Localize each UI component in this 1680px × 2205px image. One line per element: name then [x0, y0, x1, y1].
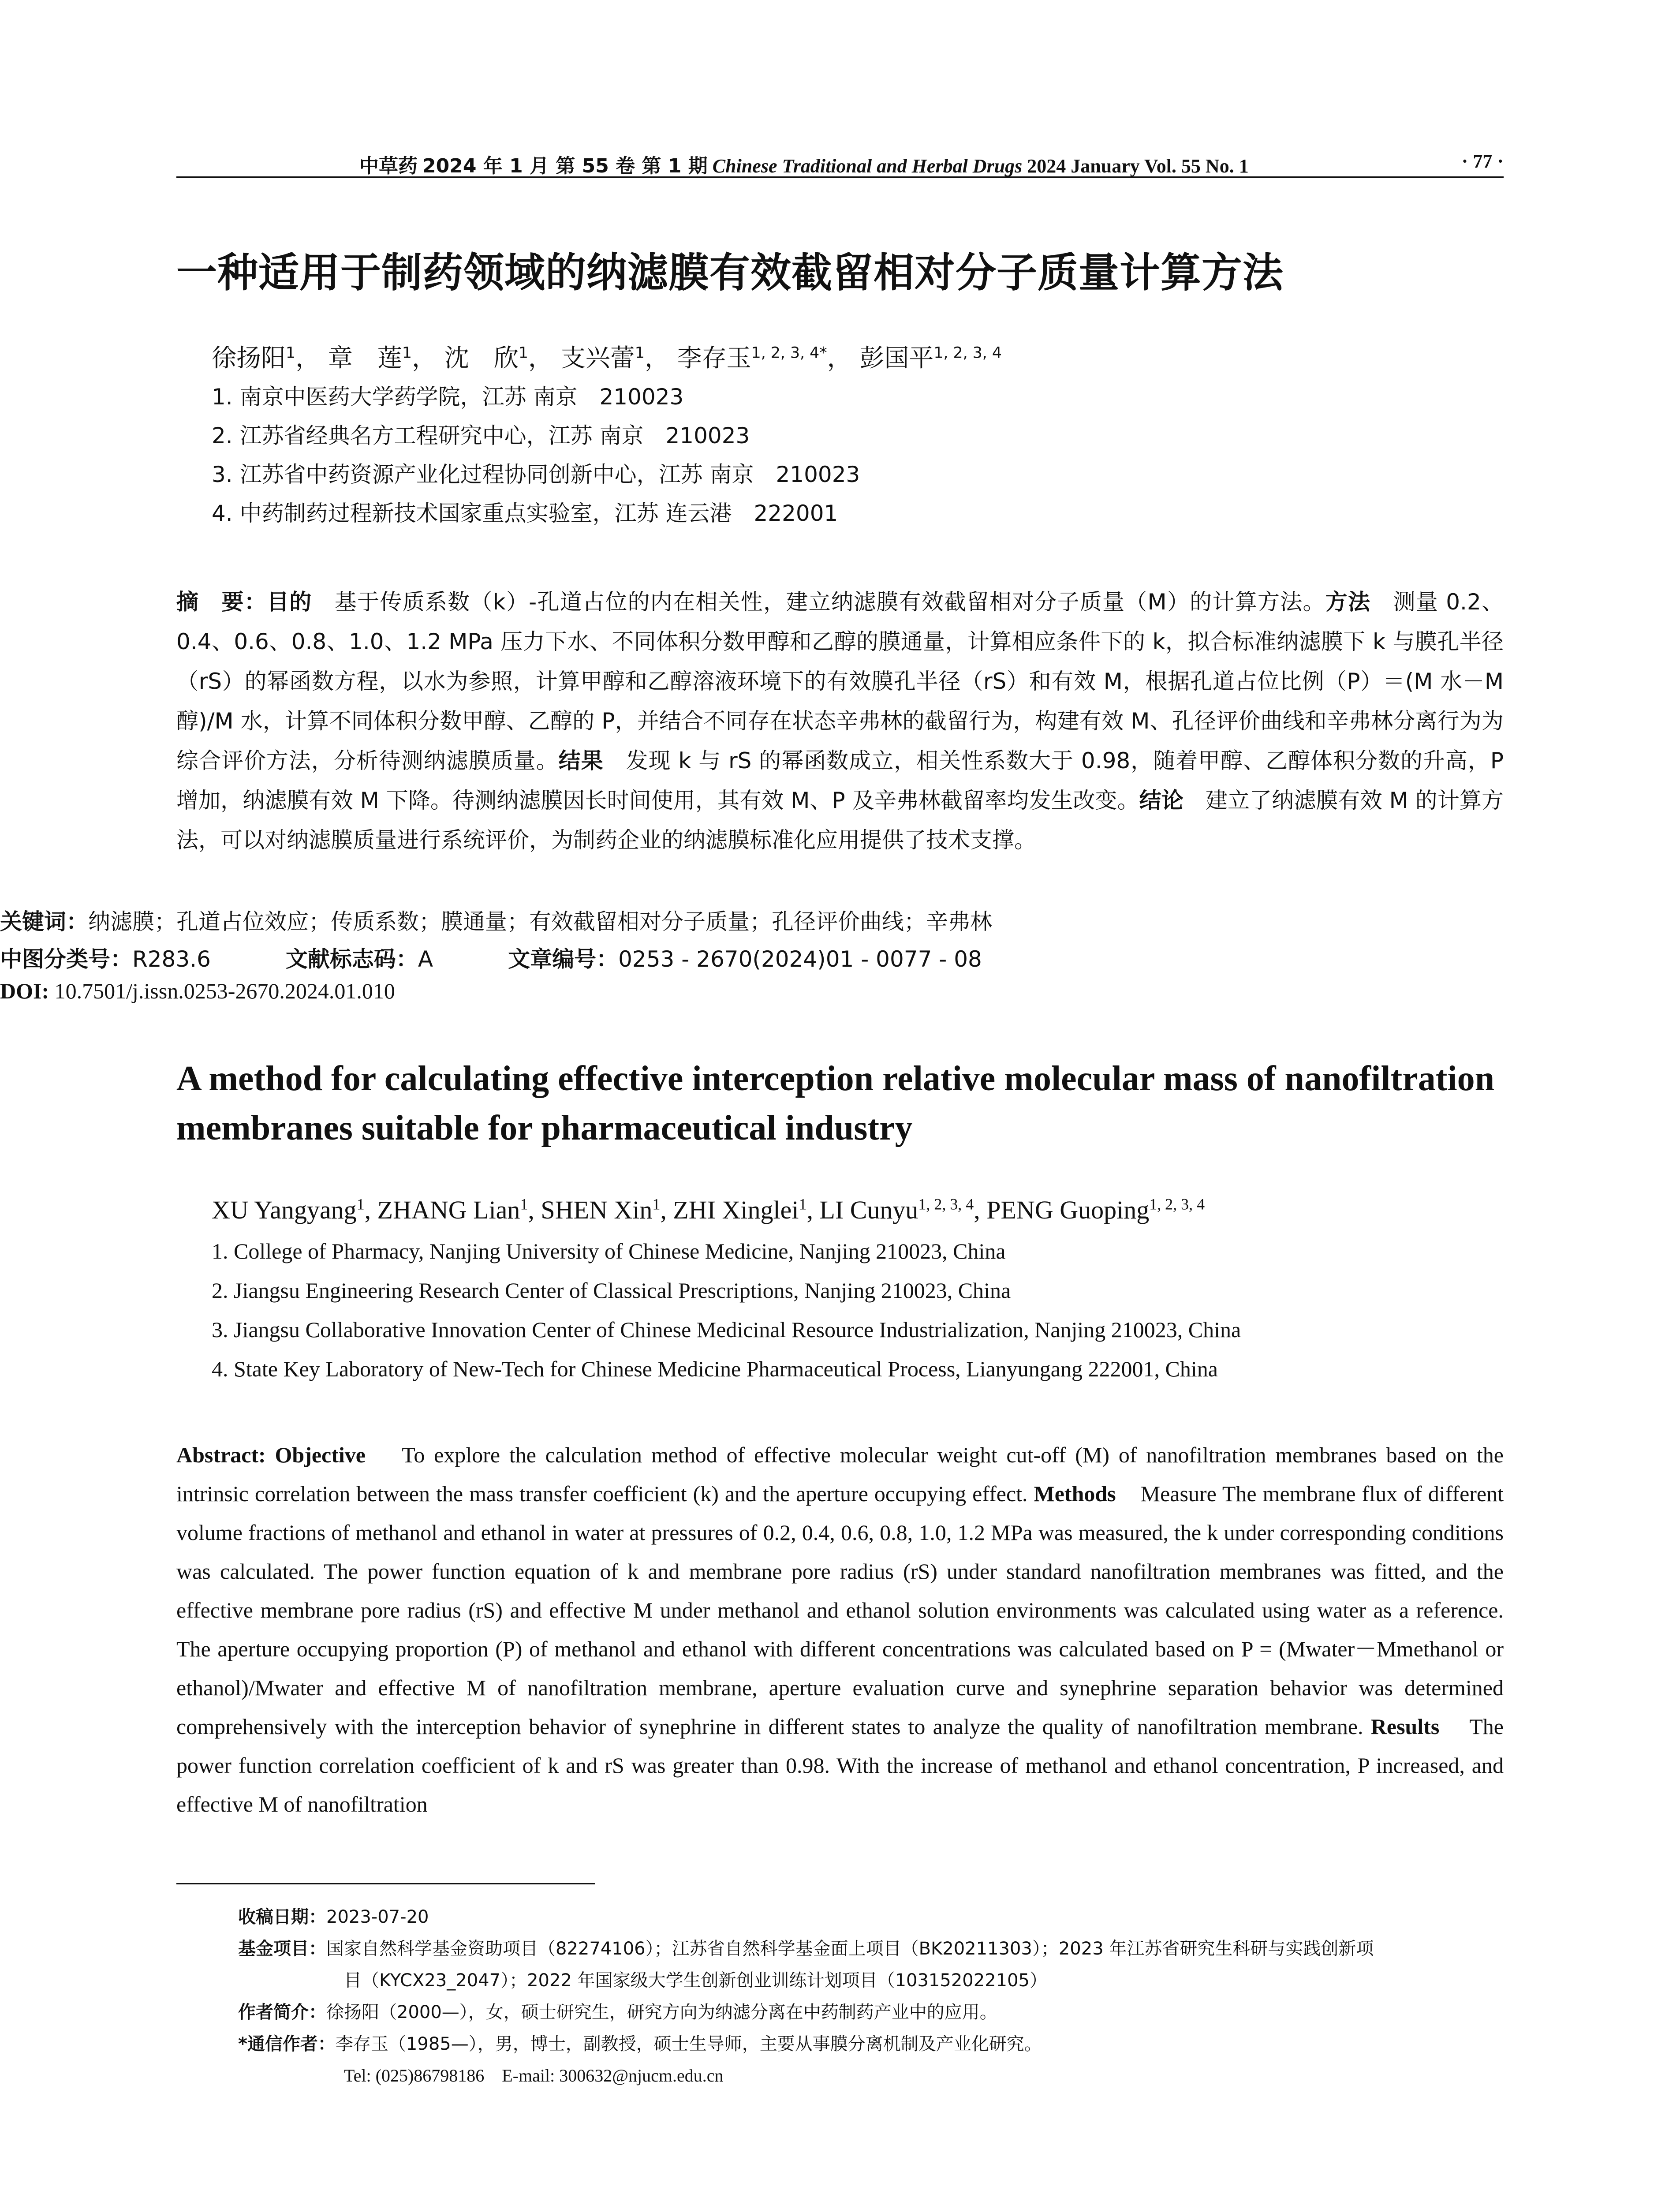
cn-methods: 测量 0.2、0.4、0.6、0.8、1.0、1.2 MPa 压力下水、不同体积分数甲醇和乙醇的膜通量，计算相应条件下的 k，拟合标准纳滤膜下 k 与膜孔半径（rS）的幂函数方程，以水为参照，计算甲醇和乙醇溶液环境下的有效膜孔半径（rS）和有效 M，根据孔道占位比例（P）＝(M 水－M 醇)/M 水，计算不同体积分数甲醇、乙醇的 P，并结合不同存在状态辛弗林的截留行为，构建有效 M、孔径评价曲线和辛弗林分离行为为综合评价方法，分析待测纳滤膜质量。	[176, 589, 1504, 774]
cn-keywords-label: 关键词：	[0, 909, 88, 934]
en-affiliation: 3. Jiangsu Collaborative Innovation Center of Chinese Medicinal Resource Industrialization, Nanjing 210023, China	[212, 1317, 1241, 1342]
en-author: ZHANG Lian$^1$	[377, 1195, 528, 1224]
doc-code-label: 文献标志码：	[285, 946, 418, 972]
cn-objective: 基于传质系数（k）-孔道占位的内在相关性，建立纳滤膜有效截留相对分子质量（M）的计算方法。	[334, 589, 1325, 615]
cn-author: 沈 欣$^1$	[444, 344, 528, 373]
en-author: XU Yangyang$^1$	[212, 1195, 365, 1224]
cn-author: 李存玉$^{1, 2, 3, 4*}$	[677, 344, 827, 373]
footnote-fund: 基金项目：国家自然科学基金资助项目（82274106）；江苏省自然科学基金面上项目（BK20211303）；2023 年江苏省研究生科研与实践创新项	[238, 1939, 1374, 1959]
cn-classification	[0, 942, 982, 973]
cn-methods-label: 方法	[1325, 589, 1371, 615]
en-author: PENG Guoping$^{1, 2, 3, 4}$	[986, 1195, 1205, 1224]
cn-affiliation: 3. 江苏省中药资源产业化过程协同创新中心，江苏 南京 210023	[212, 462, 860, 487]
article-no-value: 0253 - 2670(2024)01 - 0077 - 08	[618, 946, 982, 972]
article-no-label: 文章编号：	[508, 946, 619, 972]
cn-authors: 徐扬阳$^1$， 章 莲$^1$， 沈 欣$^1$， 支兴蕾$^1$， 李存玉$^{1, 2, 3, 4*}$， 彭国平$^{1, 2, 3, 4}$	[212, 344, 1002, 373]
cn-author: 徐扬阳$^1$	[212, 344, 296, 373]
journal-name-en: Chinese Traditional and Herbal Drugs	[712, 155, 1023, 177]
en-methods-label: Methods	[1034, 1481, 1116, 1506]
doi-label: DOI:	[0, 979, 49, 1003]
en-affiliation: 4. State Key Laboratory of New-Tech for Chinese Medicine Pharmaceutical Process, Lianyungang 222001, China	[212, 1357, 1218, 1381]
cn-results-label: 结果	[558, 748, 604, 774]
cn-keywords-text: 纳滤膜；孔道占位效应；传质系数；膜通量；有效截留相对分子质量；孔径评价曲线；辛弗林	[88, 909, 992, 934]
en-abstract	[176, 1435, 1504, 1824]
en-affiliation: 2. Jiangsu Engineering Research Center of Classical Prescriptions, Nanjing 210023, China	[212, 1278, 1011, 1303]
cn-author: 彭国平$^{1, 2, 3, 4}$	[859, 344, 1002, 373]
cn-affiliation: 2. 江苏省经典名方工程研究中心，江苏 南京 210023	[212, 423, 750, 448]
footnote-received: 收稿日期：2023-07-20	[238, 1907, 429, 1927]
running-header	[176, 146, 1504, 176]
en-author: LI Cunyu$^{1, 2, 3, 4}$	[819, 1195, 974, 1224]
cn-affiliation: 4. 中药制药过程新技术国家重点实验室，江苏 连云港 222001	[212, 501, 838, 526]
en-results-label: Results	[1370, 1714, 1440, 1739]
en-objective-label: Objective	[275, 1443, 366, 1467]
en-title: A method for calculating effective interception relative molecular mass of nanofiltration membranes suitable for pharmaceutical industry	[176, 1059, 1495, 1147]
cn-title: 一种适用于制药领域的纳滤膜有效截留相对分子质量计算方法	[176, 249, 1284, 296]
issue-en: 2024 January Vol. 55 No. 1	[1027, 155, 1249, 177]
en-results: The power function correlation coefficient of k and rS was greater than 0.98. With the increase of methanol and ethanol concentration, P increased, and effective M of nanofiltration	[176, 1714, 1504, 1816]
footnote-fund-cont: 目（KYCX23_2047）；2022 年国家级大学生创新创业训练计划项目（103152022105）	[344, 1970, 1047, 1991]
doi-value[interactable]: 10.7501/j.issn.0253-2670.2024.01.010	[54, 979, 395, 1003]
footnote-author: 作者简介：徐扬阳（2000—），女，硕士研究生，研究方向为纳滤分离在中药制药产业中的应用。	[238, 2002, 997, 2022]
cn-results: 发现 k 与 rS 的幂函数成立，相关性系数大于 0.98，随着甲醇、乙醇体积分数的升高，P 增加，纳滤膜有效 M 下降。待测纳滤膜因长时间使用，其有效 M、P 及辛弗林截留率均发生改变。	[176, 748, 1504, 813]
cn-abstract-label: 摘 要：	[176, 589, 267, 615]
clc-value: R283.6	[132, 946, 211, 972]
footnote-rule	[176, 1883, 595, 1884]
cn-abstract	[176, 582, 1504, 860]
en-objective: To explore the calculation method of effective molecular weight cut-off (M) of nanofiltration membranes based on the intrinsic correlation between the mass transfer coefficient (k) and the aperture occupying effect.	[176, 1443, 1504, 1506]
en-authors: XU Yangyang$^1$, ZHANG Lian$^1$, SHEN Xin$^1$, ZHI Xinglei$^1$, LI Cunyu$^{1, 2, 3, 4}$, PENG Guoping$^{1, 2, 3, 4}$	[212, 1195, 1205, 1224]
en-affiliation: 1. College of Pharmacy, Nanjing University of Chinese Medicine, Nanjing 210023, China	[212, 1239, 1006, 1263]
footnote-corresponding: *通信作者：李存玉（1985—），男，博士，副教授，硕士生导师，主要从事膜分离机制及产业化研究。	[238, 2034, 1042, 2054]
cn-author: 支兴蕾$^1$	[560, 344, 645, 373]
cn-objective-label: 目的	[267, 589, 312, 615]
en-methods: Measure The membrane flux of different volume fractions of methanol and ethanol in water at pressures of 0.2, 0.4, 0.6, 0.8, 1.0, 1.2 MPa was measured, the k under corresponding conditions was calculated. The power function equation of k and membrane pore radius (rS) under standard nanofiltration membranes was fitted, and the effective membrane pore radius (rS) and effective M under methanol and ethanol solution environments was calculated using water as a reference. The aperture occupying proportion (P) of methanol and ethanol with different concentrations was calculated based on P = (Mwater－Mmethanol or ethanol)/Mwater and effective M of nanofiltration membrane, aperture evaluation curve and synephrine separation behavior was determined comprehensively with the interception behavior of synephrine in different states to analyze the quality of nanofiltration membrane.	[176, 1481, 1504, 1739]
issue-cn: 2024 年 1 月 第 55 卷 第 1 期	[422, 155, 708, 177]
cn-conclusion: 建立了纳滤膜有效 M 的计算方法，可以对纳滤膜质量进行系统评价，为制药企业的纳滤膜标准化应用提供了技术支撑。	[176, 788, 1504, 853]
en-author: SHEN Xin$^1$	[541, 1195, 661, 1224]
clc-label: 中图分类号：	[0, 946, 132, 972]
cn-affiliation: 1. 南京中医药大学药学院，江苏 南京 210023	[212, 384, 684, 410]
doc-code-value: A	[418, 946, 433, 972]
header-left	[359, 150, 1249, 178]
page-number: · 77 ·	[1461, 150, 1504, 172]
en-author: ZHI Xinglei$^1$	[673, 1195, 807, 1224]
doi	[0, 978, 395, 1004]
journal-name-cn: 中草药	[359, 155, 418, 177]
header-rule	[176, 176, 1504, 178]
cn-author: 章 莲$^1$	[328, 344, 412, 373]
en-abstract-label: Abstract:	[176, 1443, 266, 1467]
cn-keywords	[0, 904, 992, 936]
cn-conclusion-label: 结论	[1139, 788, 1183, 813]
footnote-contact: Tel: (025)86798186 E-mail: 300632@njucm.edu.cn	[344, 2066, 724, 2085]
